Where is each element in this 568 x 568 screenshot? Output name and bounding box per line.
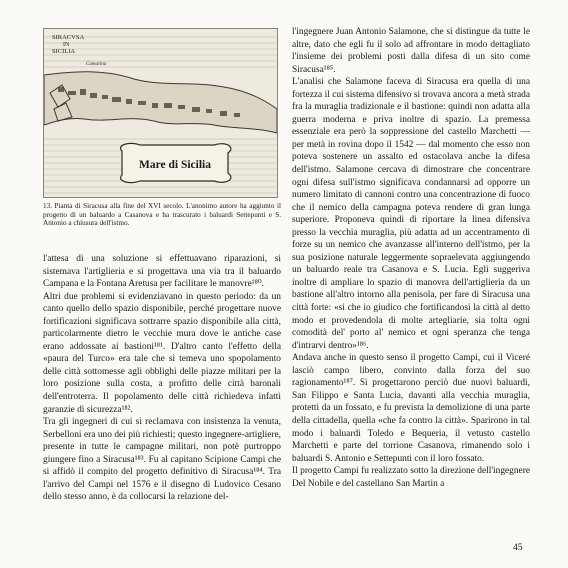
paragraph: Il progetto Campi fu realizzato sotto la direzione dell'ingegnere Del Nobile e del castellano San Martin a: [292, 466, 530, 489]
map-small-label: Camarina: [86, 62, 107, 67]
map-cartouche: [121, 143, 231, 182]
map-title-line2: IN: [63, 42, 70, 48]
right-text-column: [292, 26, 530, 490]
paragraph: l'attesa di una soluzione si effettuavano riparazioni, si sistemava l'artiglieria e si progettava una via tra il baluardo Campana e la Fontana Aretusa per facilitare le manovre¹⁸⁰.: [43, 254, 281, 290]
paragraph: Altri due problemi si evidenziavano in questo periodo: da un canto quello dello spazio disponibile, perché progettare nuove fortificazioni significava sottrarre spazio disponibile alla città, particolarmente dietro le vecchie mura dove le antiche case erano addossate ai bastioni¹⁸¹. D'altro canto l'effetto della «paura del Turco» era tale che si temeva uno spopolamento delle città sottomesse agli obblighi delle piazze militari per la loro posizione sulla costa, a profitto delle città baronali dell'entroterra. Il popolamento delle città richiedeva infatti garanzie di sicurezza¹⁸².: [43, 291, 281, 415]
paragraph: l'ingegnere Juan Antonio Salamone, che si distingue da tutte le altre, dato che egli fu il solo ad affrontare in modo dettagliato l'insieme dei problemi posti dalla difesa di un sito come Siracusa¹⁸⁵.: [292, 27, 530, 75]
map-illustration: [43, 28, 278, 198]
paragraph: L'analisi che Salamone faceva di Siracusa era quella di una fortezza il cui sistema difensivo si trovava ancora a metà strada fra la muraglia tradizionale e il bastione: quindi non adatta alla guerra moderna e priva inoltre di spazio. La premessa essenziale era però la soppressione del castello Marchetti — per metà in rovina dopo il 1542 — dal momento che esso non poteva sostenere un assalto ed ostacolava anche la difesa dell'istmo. Salamone cercava di dimostrare che concentrare ogni difesa sull'istmo significava condannarsi ad opporre un numero limitato di cannoni contro una concentrazione di fuoco che il nemico della campagna poteva rendere di gran lunga superiore. Proponeva quindi di riportare la linea difensiva presso la vecchia muraglia, più adatta ad un accentramento di forze su un nemico che avanzasse all'interno dell'istmo, per la sua posizione naturale leggermente sopraelevata aggiungendo un baluardo reale tra Casanova e S. Lucia. Egli suggeriva inoltre di ampliare lo spazio di manovra dell'artiglieria da un bastione all'altro intorno alla penisola, per fare di Siracusa una città forte: «si che io giudico che fortificandosi la città al detto modo et provedendola di molte artegliarie, sia tolta ogni comodità del' porto al' nemico et ogni speranza che tenga d'intrarvi dentro»¹⁸⁶.: [292, 77, 530, 351]
map-title-line3: SICILIA: [52, 48, 76, 55]
siracusa-map-drawing: [44, 29, 277, 197]
figure-caption: 13. Pianta di Siracusa alla fine del XVI secolo. L'anonimo autore ha aggiunto il progetto di un baluardo a Casanova e ha trascurato i baluardi Settepunti e S. Antonio a chiusura dell'istmo.: [43, 202, 281, 228]
paragraph: Andava anche in questo senso il progetto Campi, cui il Viceré lasciò campo libero, convinto dalla forza del suo ragionamento¹⁸⁷. Si progettarono perciò due nuovi baluardi, San Filippo e Santa Lucia, davanti alla vecchia muraglia, protetti da un fossato, e fu prevista la demolizione di una parte della cittadella, quella «che fa contro la città». Sparirono in tal modo i baluardi Toledo e Bequeria, il vetusto castello Marchetti e parte del torrione Casanova, rimanendo solo i baluardi S. Antonio e Settepunti con il loro fossato.: [292, 353, 530, 464]
paragraph: Tra gli ingegneri di cui si reclamava con insistenza la venuta, Serbelloni era uno dei più richiesti; questo ingegnere-artigliere, presente in tutte le campagne militari, non potè purtroppo giungere fino a Siracusa¹⁸³. Fu al capitano Scipione Campi che si affidò il compito del progetto definitivo di Siracusa¹⁸⁴. Tra l'arrivo del Campi nel 1576 e il disegno di Ludovico Cesano dello stesso anno, è da collocarsi la relazione del-: [43, 417, 281, 503]
map-title-line1: SIRACVSA: [52, 34, 85, 41]
left-text-column: [43, 253, 281, 504]
map-sea-label: Mare di Sicilia: [139, 159, 211, 171]
page-number: 45: [513, 543, 523, 553]
